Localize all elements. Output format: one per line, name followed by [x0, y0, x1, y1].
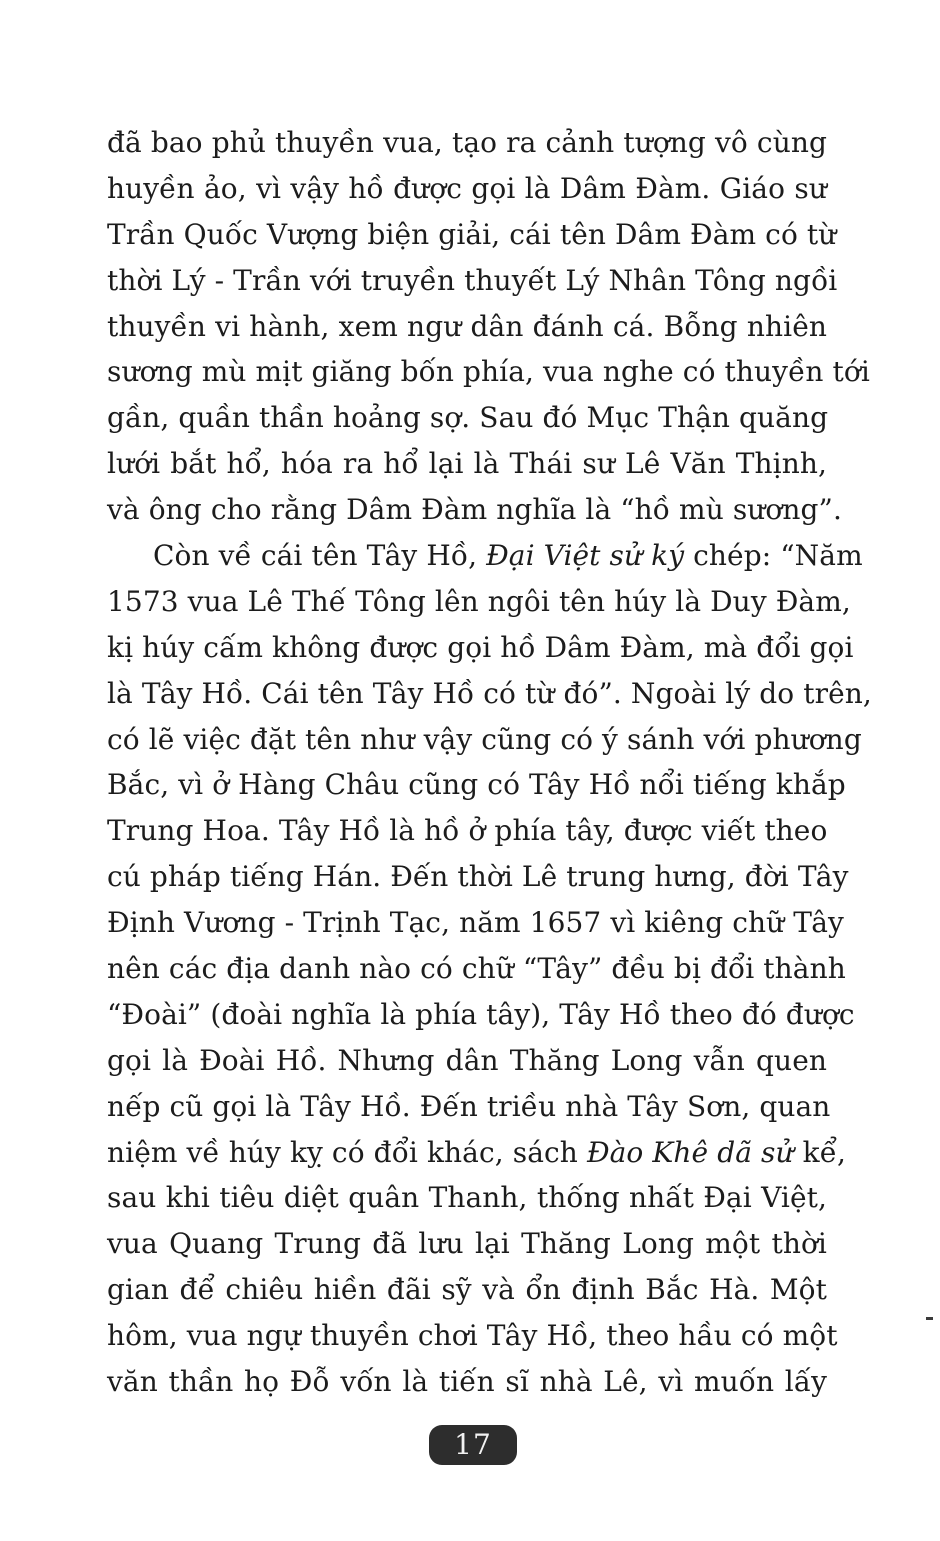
text-line: 1573 vua Lê Thế Tông lên ngôi tên húy là Duy Đàm, [107, 584, 851, 618]
text-line-with-italic [107, 1130, 847, 1176]
page-body-text [107, 120, 872, 1405]
text-line: Trung Hoa. Tây Hồ là hồ ở phía tây, được viết theo [107, 814, 828, 848]
text-line: văn thần họ Đỗ vốn là tiến sĩ nhà Lê, vì muốn lấy [107, 1365, 827, 1399]
text-line: sau khi tiêu diệt quân Thanh, thống nhất Đại Việt, [107, 1181, 827, 1215]
scan-mark [926, 1317, 933, 1320]
text-span: chép: “Năm [684, 539, 863, 573]
text-line: kị húy cấm không được gọi hồ Dâm Đàm, mà đổi gọi [107, 630, 854, 664]
book-title-italic: Đại Việt sử ký [486, 539, 685, 573]
text-line: và ông cho rằng Dâm Đàm nghĩa là “hồ mù sương”. [107, 493, 842, 527]
text-line: gọi là Đoài Hồ. Nhưng dân Thăng Long vẫn quen [107, 1043, 827, 1077]
text-line: gian để chiêu hiền đãi sỹ và ổn định Bắc Hà. Một [107, 1273, 827, 1307]
text-line: nên các địa danh nào có chữ “Tây” đều bị đổi thành [107, 952, 846, 986]
text-line: Trần Quốc Vượng biện giải, cái tên Dâm Đàm có từ [107, 217, 837, 251]
text-line: là Tây Hồ. Cái tên Tây Hồ có từ đó”. Ngoài lý do trên, [107, 676, 872, 710]
text-line: “Đoài” (đoài nghĩa là phía tây), Tây Hồ theo đó được [107, 997, 855, 1031]
page-number: 17 [454, 1428, 492, 1461]
text-line: gần, quần thần hoảng sợ. Sau đó Mục Thận quăng [107, 401, 829, 435]
text-line: huyền ảo, vì vậy hồ được gọi là Dâm Đàm. Giáo sư [107, 171, 827, 205]
text-line: đã bao phủ thuyền vua, tạo ra cảnh tượng vô cùng [107, 126, 827, 159]
text-span: niệm về húy kỵ có đổi khác, sách [107, 1135, 587, 1169]
page-number-badge [429, 1425, 517, 1465]
text-line: có lẽ việc đặt tên như vậy cũng có ý sánh với phương [107, 722, 862, 756]
text-line: vua Quang Trung đã lưu lại Thăng Long một thời [107, 1227, 827, 1261]
text-span: Còn về cái tên Tây Hồ, [153, 539, 487, 573]
text-line: cú pháp tiếng Hán. Đến thời Lê trung hưng, đời Tây [107, 860, 849, 894]
text-line: Định Vương - Trịnh Tạc, năm 1657 vì kiêng chữ Tây [107, 906, 844, 940]
text-line: thời Lý - Trần với truyền thuyết Lý Nhân Tông ngồi [107, 263, 838, 297]
book-title-italic: Đào Khê dã sử [586, 1135, 794, 1169]
text-line: sương mù mịt giăng bốn phía, vua nghe có thuyền tới [107, 355, 870, 389]
text-line: lưới bắt hổ, hóa ra hổ lại là Thái sư Lê Văn Thịnh, [107, 447, 827, 481]
text-line: thuyền vi hành, xem ngư dân đánh cá. Bỗng nhiên [107, 309, 827, 343]
text-line: hôm, vua ngự thuyền chơi Tây Hồ, theo hầu có một [107, 1319, 838, 1353]
paragraph-opening-line [107, 533, 863, 579]
text-line: Bắc, vì ở Hàng Châu cũng có Tây Hồ nổi tiếng khắp [107, 768, 846, 802]
text-line: nếp cũ gọi là Tây Hồ. Đến triều nhà Tây Sơn, quan [107, 1089, 831, 1123]
text-span: kể, [793, 1135, 847, 1169]
